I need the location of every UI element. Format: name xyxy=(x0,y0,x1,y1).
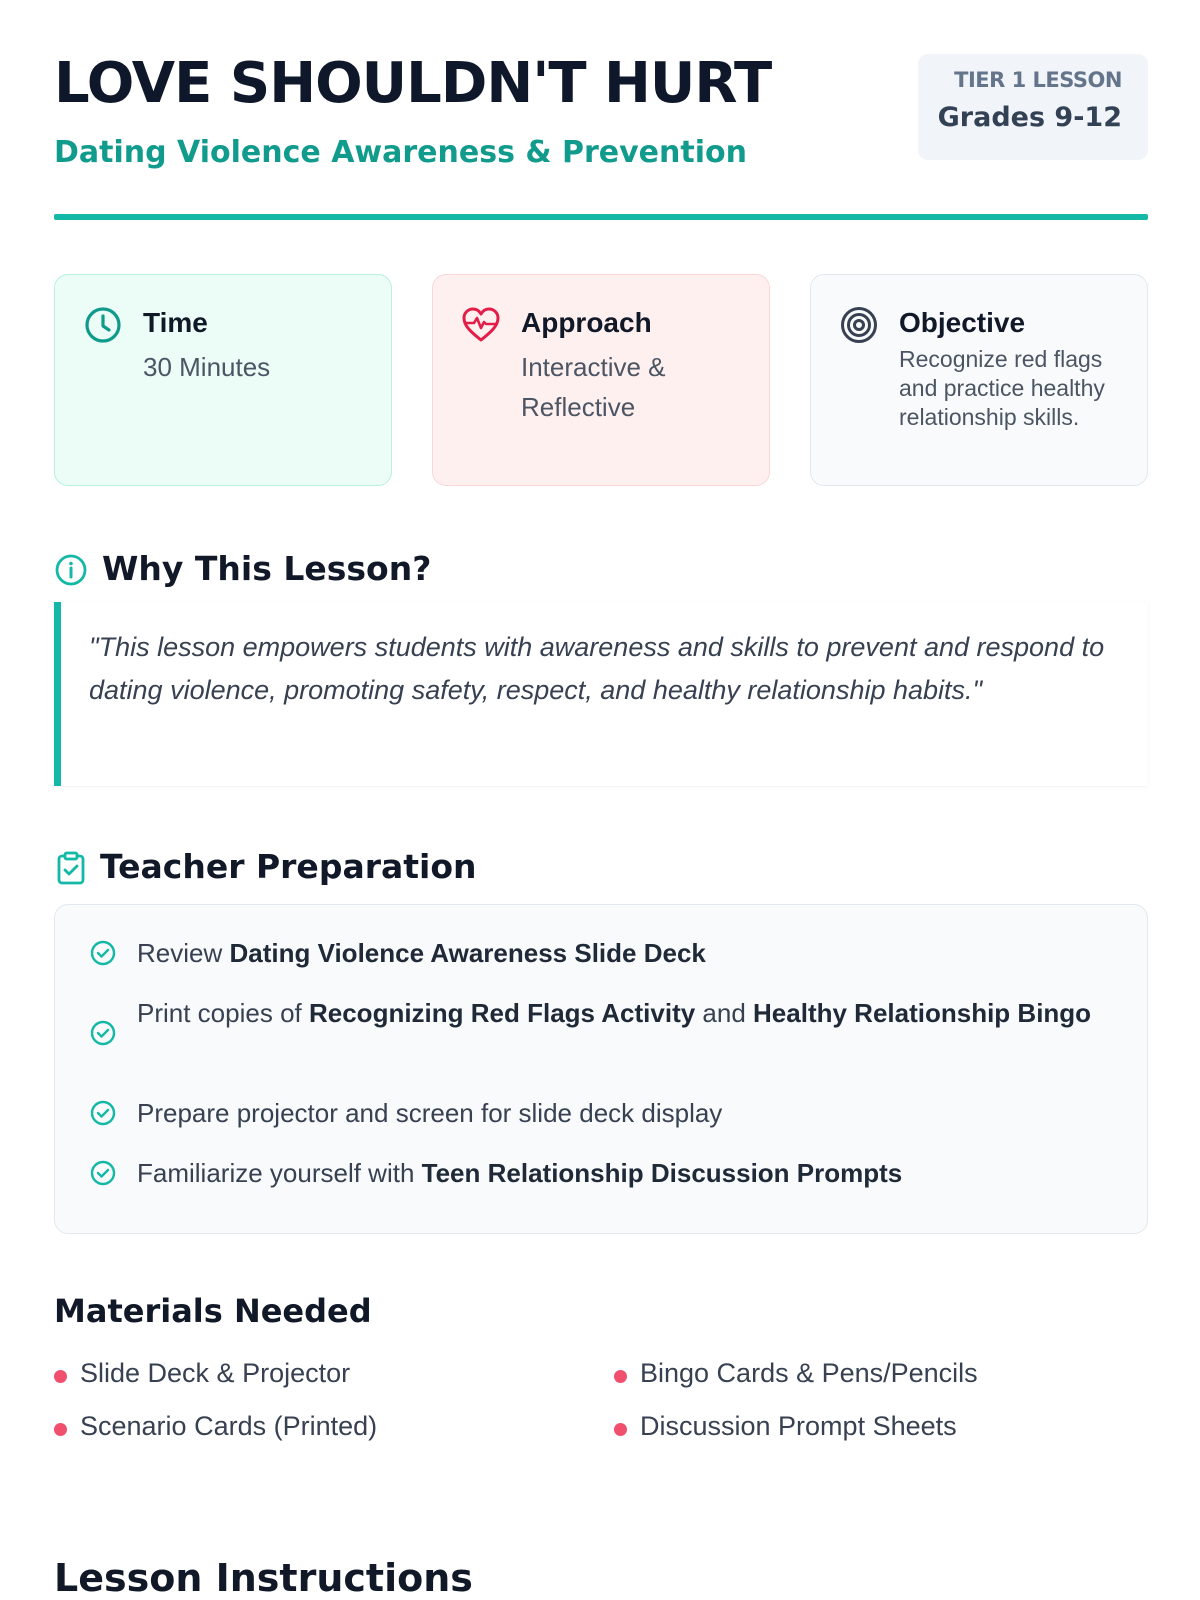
target-icon xyxy=(839,305,879,345)
clock-icon xyxy=(83,305,123,345)
info-cards xyxy=(54,274,1148,486)
lesson-header xyxy=(54,52,1148,222)
check-circle-icon xyxy=(89,1019,117,1047)
bullet-dot xyxy=(54,1423,67,1436)
instructions-heading: Lesson Instructions xyxy=(54,1556,473,1600)
prep-checklist xyxy=(54,904,1148,1234)
lesson-subtitle: Dating Violence Awareness & Prevention xyxy=(54,135,747,170)
materials-list: Slide Deck & Projector Bingo Cards & Pens/Pencils Scenario Cards (Printed) Discussion Prompt Sheets xyxy=(54,1358,1148,1478)
objective-card-value: Recognize red flags and practice healthy relationship skills. xyxy=(899,346,1105,430)
prep-item-text: Print copies of Recognizing Red Flags Activity and Healthy Relationship Bingo xyxy=(137,998,1092,1028)
bullet-dot xyxy=(614,1423,627,1436)
prep-item xyxy=(89,993,1099,1073)
objective-card-title: Objective xyxy=(899,307,1026,338)
prep-heading: Teacher Preparation xyxy=(100,847,477,886)
time-card-value: 30 Minutes xyxy=(143,352,271,382)
info-icon xyxy=(54,553,88,587)
clipboard-check-icon xyxy=(54,851,88,885)
prep-item xyxy=(89,933,1099,973)
prep-item xyxy=(89,1153,1099,1193)
materials-heading: Materials Needed xyxy=(54,1292,372,1330)
prep-item xyxy=(89,1093,1099,1133)
prep-item-text: Familiarize yourself with Teen Relationship Discussion Prompts xyxy=(137,1158,903,1188)
approach-card xyxy=(432,274,770,486)
bullet-dot xyxy=(54,1370,67,1383)
objective-card xyxy=(810,274,1148,486)
check-circle-icon xyxy=(89,1099,117,1127)
bullet-dot xyxy=(614,1370,627,1383)
heart-pulse-icon xyxy=(461,305,501,345)
check-circle-icon xyxy=(89,939,117,967)
header-divider xyxy=(54,214,1148,220)
grades-label: Grades 9-12 xyxy=(937,102,1122,133)
why-heading: Why This Lesson? xyxy=(102,549,432,588)
tier-badge xyxy=(918,54,1148,160)
why-quote-text: "This lesson empowers students with awareness and skills to prevent and respond to dating violence, promoting safety, respect, and healthy relationship habits." xyxy=(89,632,1105,705)
time-card xyxy=(54,274,392,486)
check-circle-icon xyxy=(89,1159,117,1187)
lesson-title: LOVE SHOULDN'T HURT xyxy=(54,51,772,116)
approach-card-title: Approach xyxy=(521,307,652,338)
why-quote xyxy=(54,602,1148,786)
prep-item-text: Review Dating Violence Awareness Slide Deck xyxy=(137,938,706,968)
prep-item-text: Prepare projector and screen for slide deck display xyxy=(137,1098,723,1128)
approach-card-value: Interactive & Reflective xyxy=(521,352,666,422)
tier-label: TIER 1 LESSON xyxy=(954,68,1122,92)
time-card-title: Time xyxy=(143,307,208,338)
